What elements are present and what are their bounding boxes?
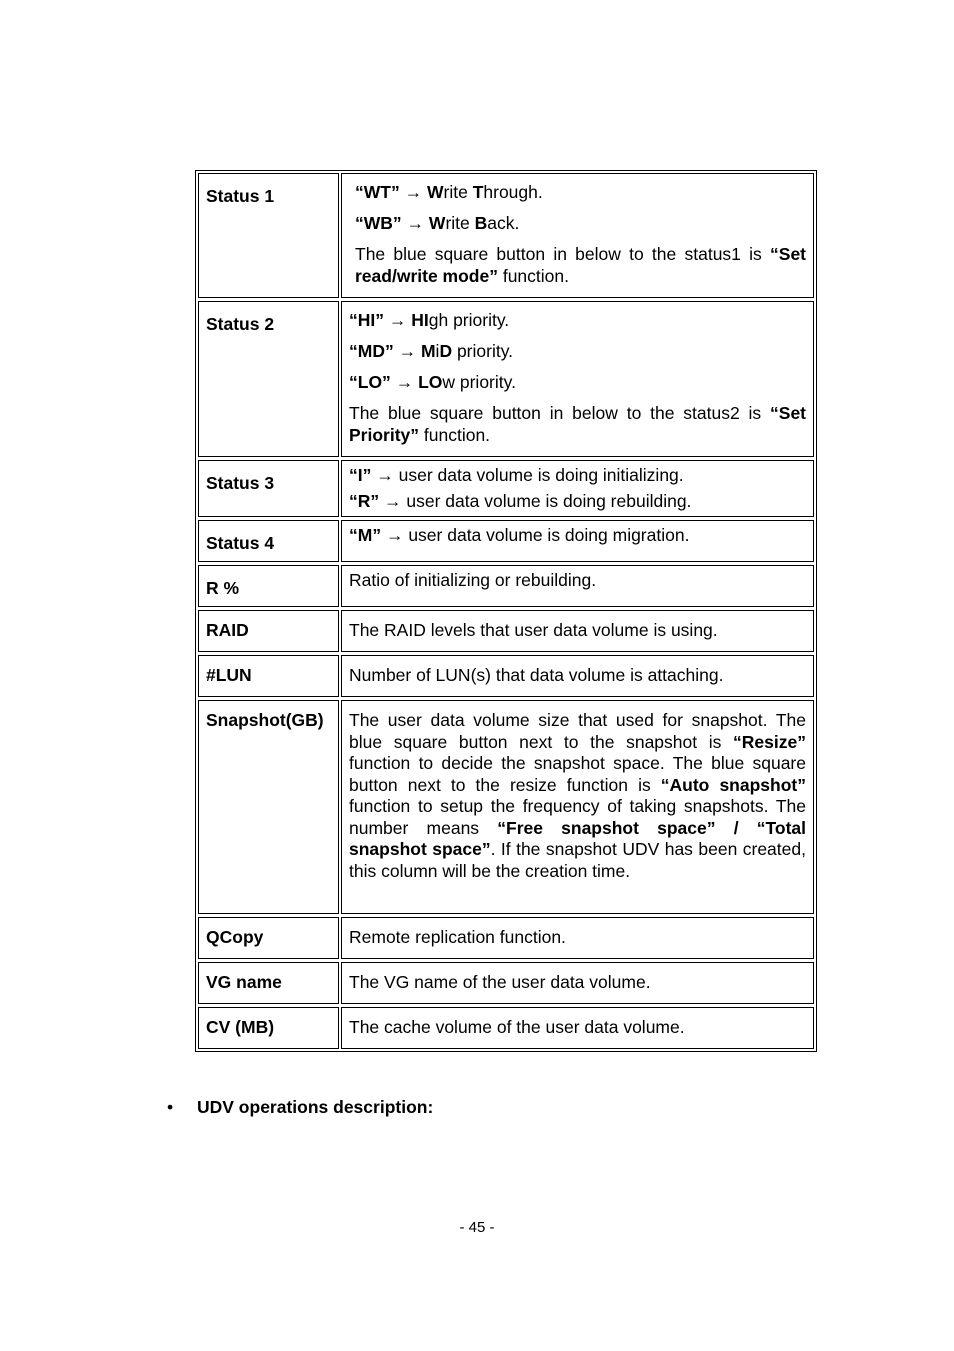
row-description: The RAID levels that user data volume is using.: [341, 610, 814, 652]
row-label: QCopy: [198, 917, 339, 959]
row-description: “M” → user data volume is doing migration.: [341, 520, 814, 562]
row-label: Status 4: [198, 520, 339, 562]
table-row: [198, 655, 814, 697]
table-row: [198, 1007, 814, 1049]
row-label: VG name: [198, 962, 339, 1004]
bullet-heading: [167, 1096, 433, 1118]
table-row: [198, 962, 814, 1004]
row-description: Ratio of initializing or rebuilding.: [341, 565, 814, 607]
table-row: [198, 301, 814, 457]
row-description: Remote replication function.: [341, 917, 814, 959]
table-row: [198, 700, 814, 914]
row-description: The VG name of the user data volume.: [341, 962, 814, 1004]
table-row: [198, 917, 814, 959]
row-description: Number of LUN(s) that data volume is attaching.: [341, 655, 814, 697]
row-description: “WT” → Write Through. “WB” → Write Back. The blue square button in below to the status1 is “Set read/write mode” function.: [341, 173, 814, 298]
bullet-symbol: •: [167, 1097, 174, 1117]
row-label: R %: [198, 565, 339, 607]
row-label: Status 1: [198, 173, 339, 298]
table-row: [198, 610, 814, 652]
description-table: [195, 170, 817, 1052]
page-number: - 45 -: [459, 1219, 495, 1236]
table-row: [198, 520, 814, 562]
row-label: Status 2: [198, 301, 339, 457]
row-label: Snapshot(GB): [198, 700, 339, 914]
bullet-text: UDV operations description:: [197, 1097, 434, 1117]
row-description: “I” → user data volume is doing initializing. “R” → user data volume is doing rebuilding.: [341, 460, 814, 517]
row-description: “HI” → HIgh priority. “MD” → MiD priority. “LO” → LOw priority. The blue square button in below to the status2 is “Set Priority” function.: [341, 301, 814, 457]
row-label: Status 3: [198, 460, 339, 517]
row-description: The user data volume size that used for snapshot. The blue square button next to the snapshot is “Resize” function to decide the snapshot space. The blue square button next to the resize function is “Auto snapshot” function to setup the frequency of taking snapshots. The number means “Free snapshot space” / “Total snapshot space”. If the snapshot UDV has been created, this column will be the creation time.: [341, 700, 814, 914]
row-description: The cache volume of the user data volume.: [341, 1007, 814, 1049]
table-row: [198, 173, 814, 298]
row-label: #LUN: [198, 655, 339, 697]
table-row: [198, 565, 814, 607]
table-row: [198, 460, 814, 517]
row-label: RAID: [198, 610, 339, 652]
row-label: CV (MB): [198, 1007, 339, 1049]
